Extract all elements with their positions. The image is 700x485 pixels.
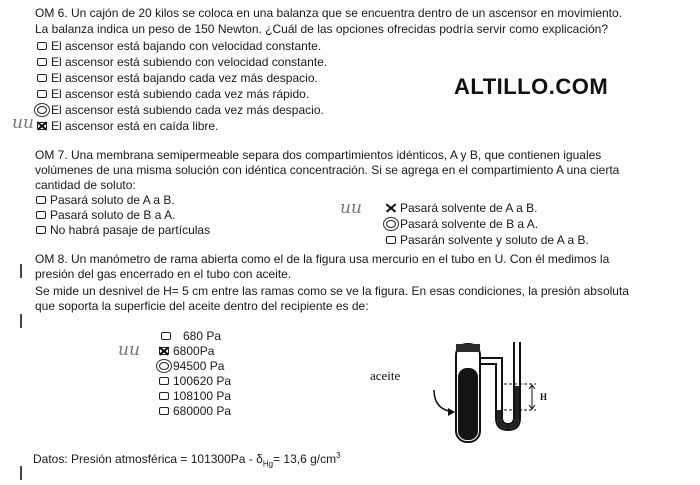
oil-label: aceite bbox=[370, 368, 401, 383]
q7-option-label: Pasará soluto de B a A. bbox=[50, 208, 176, 222]
q7-option-label: Pasarán solvente y soluto de A a B. bbox=[400, 233, 589, 247]
q8-option-label: 94500 Pa bbox=[173, 359, 225, 373]
checkbox-icon[interactable] bbox=[36, 196, 46, 204]
checkbox-icon[interactable] bbox=[159, 407, 169, 415]
q6-option-label: El ascensor está subiendo cada vez más despacio. bbox=[51, 103, 324, 117]
q8-option-label: 680 Pa bbox=[183, 329, 222, 343]
checkbox-icon[interactable] bbox=[386, 236, 396, 244]
q6-option-4[interactable] bbox=[37, 87, 309, 101]
q7-option-right-3[interactable] bbox=[386, 233, 589, 247]
q7-option-right-2[interactable] bbox=[386, 217, 538, 231]
checkbox-icon[interactable] bbox=[36, 226, 46, 234]
checkbox-x-icon[interactable] bbox=[159, 347, 169, 355]
q6-option-6[interactable] bbox=[37, 119, 218, 133]
q8-stem-line2: presión del gas encerrado en el tubo con aceite. bbox=[35, 267, 292, 281]
checkbox-icon[interactable] bbox=[37, 58, 47, 66]
checkbox-icon[interactable] bbox=[37, 42, 47, 50]
checkbox-icon[interactable] bbox=[161, 332, 171, 340]
mercury-fill bbox=[497, 386, 519, 429]
q7-stem-line2: volúmenes de una misma solución con idéntica concentración. Si se agrega en el compartimiento A una cierta bbox=[35, 163, 620, 177]
q7-option-label: No habrá pasaje de partículas bbox=[50, 223, 211, 237]
checkbox-icon[interactable] bbox=[159, 392, 169, 400]
q7-stem-line1: OM 7. Una membrana semipermeable separa dos compartimientos idénticos, A y B, que contienen iguales bbox=[35, 148, 602, 162]
circled-checkbox-icon[interactable] bbox=[386, 220, 396, 228]
q8-data-suffix: = 13,6 g/cm bbox=[273, 452, 337, 466]
q8-option-label: 100620 Pa bbox=[173, 374, 232, 388]
checkbox-icon[interactable] bbox=[36, 211, 46, 219]
q7-option-label: Pasará solvente de B a A. bbox=[400, 217, 539, 231]
q8-stem-line1: OM 8. Un manómetro de rama abierta como el de la figura usa mercurio en el tubo en U. Con él medimos la bbox=[35, 252, 610, 266]
checkbox-x-icon[interactable] bbox=[386, 204, 396, 212]
q7-option-label: Pasará solvente de A a B. bbox=[400, 201, 538, 215]
manometer-figure bbox=[360, 338, 560, 448]
circled-checkbox-icon[interactable] bbox=[159, 362, 169, 370]
checkbox-x-icon[interactable] bbox=[37, 122, 47, 130]
checkbox-icon[interactable] bbox=[37, 90, 47, 98]
q8-option-4[interactable] bbox=[159, 374, 231, 388]
checkbox-icon[interactable] bbox=[37, 74, 47, 82]
q6-option-label: El ascensor está subiendo con velocidad constante. bbox=[51, 55, 328, 69]
q6-option-2[interactable] bbox=[37, 55, 327, 69]
q8-option-label: 6800Pa bbox=[173, 344, 215, 358]
margin-mark bbox=[20, 264, 22, 278]
margin-mark bbox=[20, 314, 22, 328]
h-label: H bbox=[540, 392, 548, 402]
q7-option-left-3[interactable] bbox=[36, 223, 210, 237]
q8-option-1[interactable] bbox=[161, 329, 221, 343]
q8-data-prefix: Datos: Presión atmosférica = 101300Pa - δ bbox=[33, 452, 263, 466]
connecting-pipe bbox=[480, 358, 502, 408]
arrow-icon bbox=[434, 390, 454, 412]
q6-option-1[interactable] bbox=[37, 39, 321, 53]
q7-option-label: Pasará soluto de A a B. bbox=[50, 193, 175, 207]
handwritten-mark: uu bbox=[12, 113, 34, 133]
circled-checkbox-icon[interactable] bbox=[37, 106, 47, 114]
q6-stem-line2: La balanza indica un peso de 150 Newton. ¿Cuál de las opciones ofrecidas podría servir como explicación? bbox=[35, 22, 609, 36]
q8-option-6[interactable] bbox=[159, 404, 231, 418]
q6-option-3[interactable] bbox=[37, 71, 318, 85]
q8-option-label: 680000 Pa bbox=[173, 404, 232, 418]
watermark-logo: ALTILLO.COM bbox=[454, 74, 609, 99]
q6-option-label: El ascensor está bajando cada vez más despacio. bbox=[51, 71, 318, 85]
q8-option-5[interactable] bbox=[159, 389, 231, 403]
q8-option-label: 108100 Pa bbox=[173, 389, 232, 403]
q7-option-left-1[interactable] bbox=[36, 193, 175, 207]
q8-stem-line3: Se mide un desnivel de H= 5 cm entre las ramas como se ve la figura. En esas condiciones, la presión absoluta bbox=[35, 284, 629, 298]
q6-option-5[interactable] bbox=[37, 103, 324, 117]
q8-data-line bbox=[33, 451, 341, 469]
q7-stem-line3: cantidad de soluto: bbox=[35, 178, 136, 192]
q6-option-label: El ascensor está bajando con velocidad constante. bbox=[51, 39, 322, 53]
margin-mark bbox=[20, 466, 22, 480]
q6-stem-line1: OM 6. Un cajón de 20 kilos se coloca en una balanza que se encuentra dentro de un ascensor en movimiento. bbox=[35, 6, 623, 20]
q8-data-sub: Hg bbox=[262, 459, 274, 469]
q7-option-right-1[interactable] bbox=[386, 201, 537, 215]
handwritten-mark: uu bbox=[118, 340, 140, 360]
q8-stem-line4: que soporta la superficie del aceite dentro del recipiente es de: bbox=[35, 299, 369, 313]
q6-option-label: El ascensor está en caída libre. bbox=[51, 119, 219, 133]
q7-option-left-2[interactable] bbox=[36, 208, 175, 222]
q8-option-2[interactable] bbox=[159, 344, 214, 358]
checkbox-icon[interactable] bbox=[159, 377, 169, 385]
handwritten-mark: uu bbox=[340, 198, 362, 218]
oil-fill bbox=[458, 368, 478, 440]
q8-option-3[interactable] bbox=[159, 359, 224, 373]
q6-option-label: El ascensor está subiendo cada vez más rápido. bbox=[51, 87, 310, 101]
q8-data-sup: 3 bbox=[336, 451, 341, 460]
container-cap bbox=[456, 344, 480, 352]
